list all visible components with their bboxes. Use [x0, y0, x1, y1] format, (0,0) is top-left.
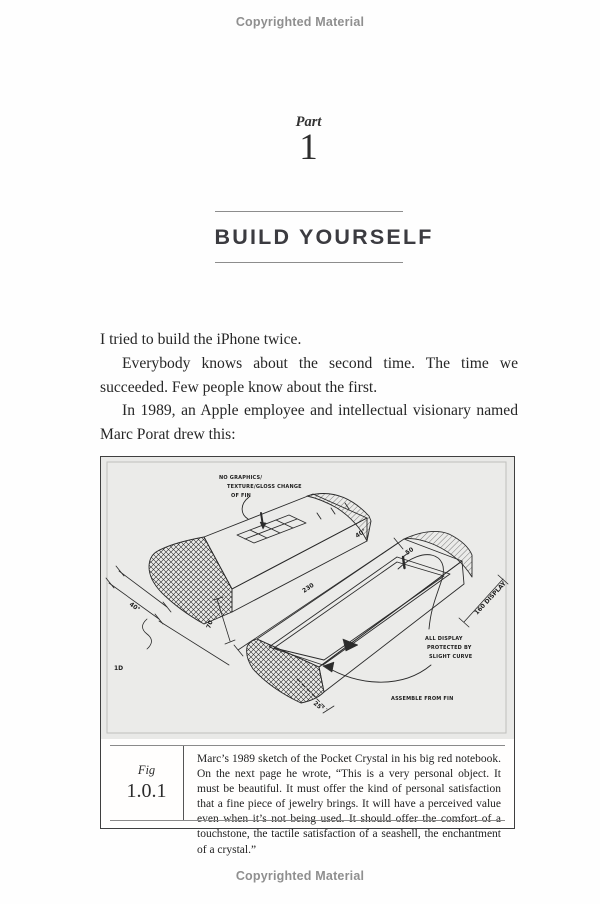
paragraph: I tried to build the iPhone twice. — [100, 331, 302, 348]
annotation-surface-line3: OF FIN — [231, 493, 252, 499]
chapter-heading — [214, 211, 434, 263]
chapter-title: BUILD YOURSELF — [214, 225, 434, 249]
heading-rule-bottom — [215, 262, 403, 263]
copyright-notice-top: Copyrighted Material — [235, 15, 365, 29]
dim-corner-top: 40° — [354, 527, 368, 540]
sketch-drawing — [101, 457, 513, 739]
paragraph: In 1989, an Apple employee and intellectual visionary named Marc Porat drew this: — [100, 402, 518, 444]
dim-corner: 1D — [114, 665, 124, 672]
annotation-fin: ASSEMBLE FROM FIN — [391, 696, 454, 702]
copyright-notice-bottom: Copyrighted Material — [235, 869, 365, 883]
figure-number: 1.0.1 — [126, 780, 167, 802]
annotation-display-line3: SLIGHT CURVE — [429, 654, 473, 660]
body-text — [100, 328, 518, 447]
figure-label-cell — [110, 746, 184, 820]
figure-1-0-1 — [100, 456, 515, 856]
dim-screen: 50 — [404, 546, 416, 557]
annotation-surface-line1: NO GRAPHICS/ — [219, 475, 263, 481]
dim-display: 160 DISPLAY — [473, 580, 508, 617]
figure-caption-text: Marc’s 1989 sketch of the Pocket Crystal in his big red notebook. On the next page he wrote, “This is a very personal object. It must be beautiful. It must offer the kind of personal satisfaction that a fine piece of jewelry brings. It will have a perceived value even when it’s not being used. It should offer the comfort of a touchstone, the tactile satisfaction of a seashell, the enchantment of a crystal.” — [197, 753, 501, 856]
pocket-crystal-sketch — [101, 457, 514, 739]
caption-row — [110, 746, 505, 856]
annotation-display-line1: ALL DISPLAY — [425, 636, 463, 642]
figure-label: Fig — [137, 763, 156, 777]
part-number: 1 — [299, 127, 318, 168]
dim-depth: 70 — [205, 619, 215, 630]
annotation-display-line2: PROTECTED BY — [427, 645, 472, 651]
caption-rule-bottom — [110, 820, 505, 821]
annotation-surface-line2: TEXTURE/GLOSS CHANGE — [227, 484, 302, 490]
figure-caption-band — [101, 739, 514, 856]
dim-length: 230 — [301, 581, 316, 595]
paragraph: Everybody knows about the second time. The time we succeeded. Few people know about the first. — [100, 354, 518, 396]
dim-angle: 25° — [311, 700, 326, 713]
part-label: Part — [295, 114, 322, 130]
dim-width: 40° — [127, 600, 142, 614]
